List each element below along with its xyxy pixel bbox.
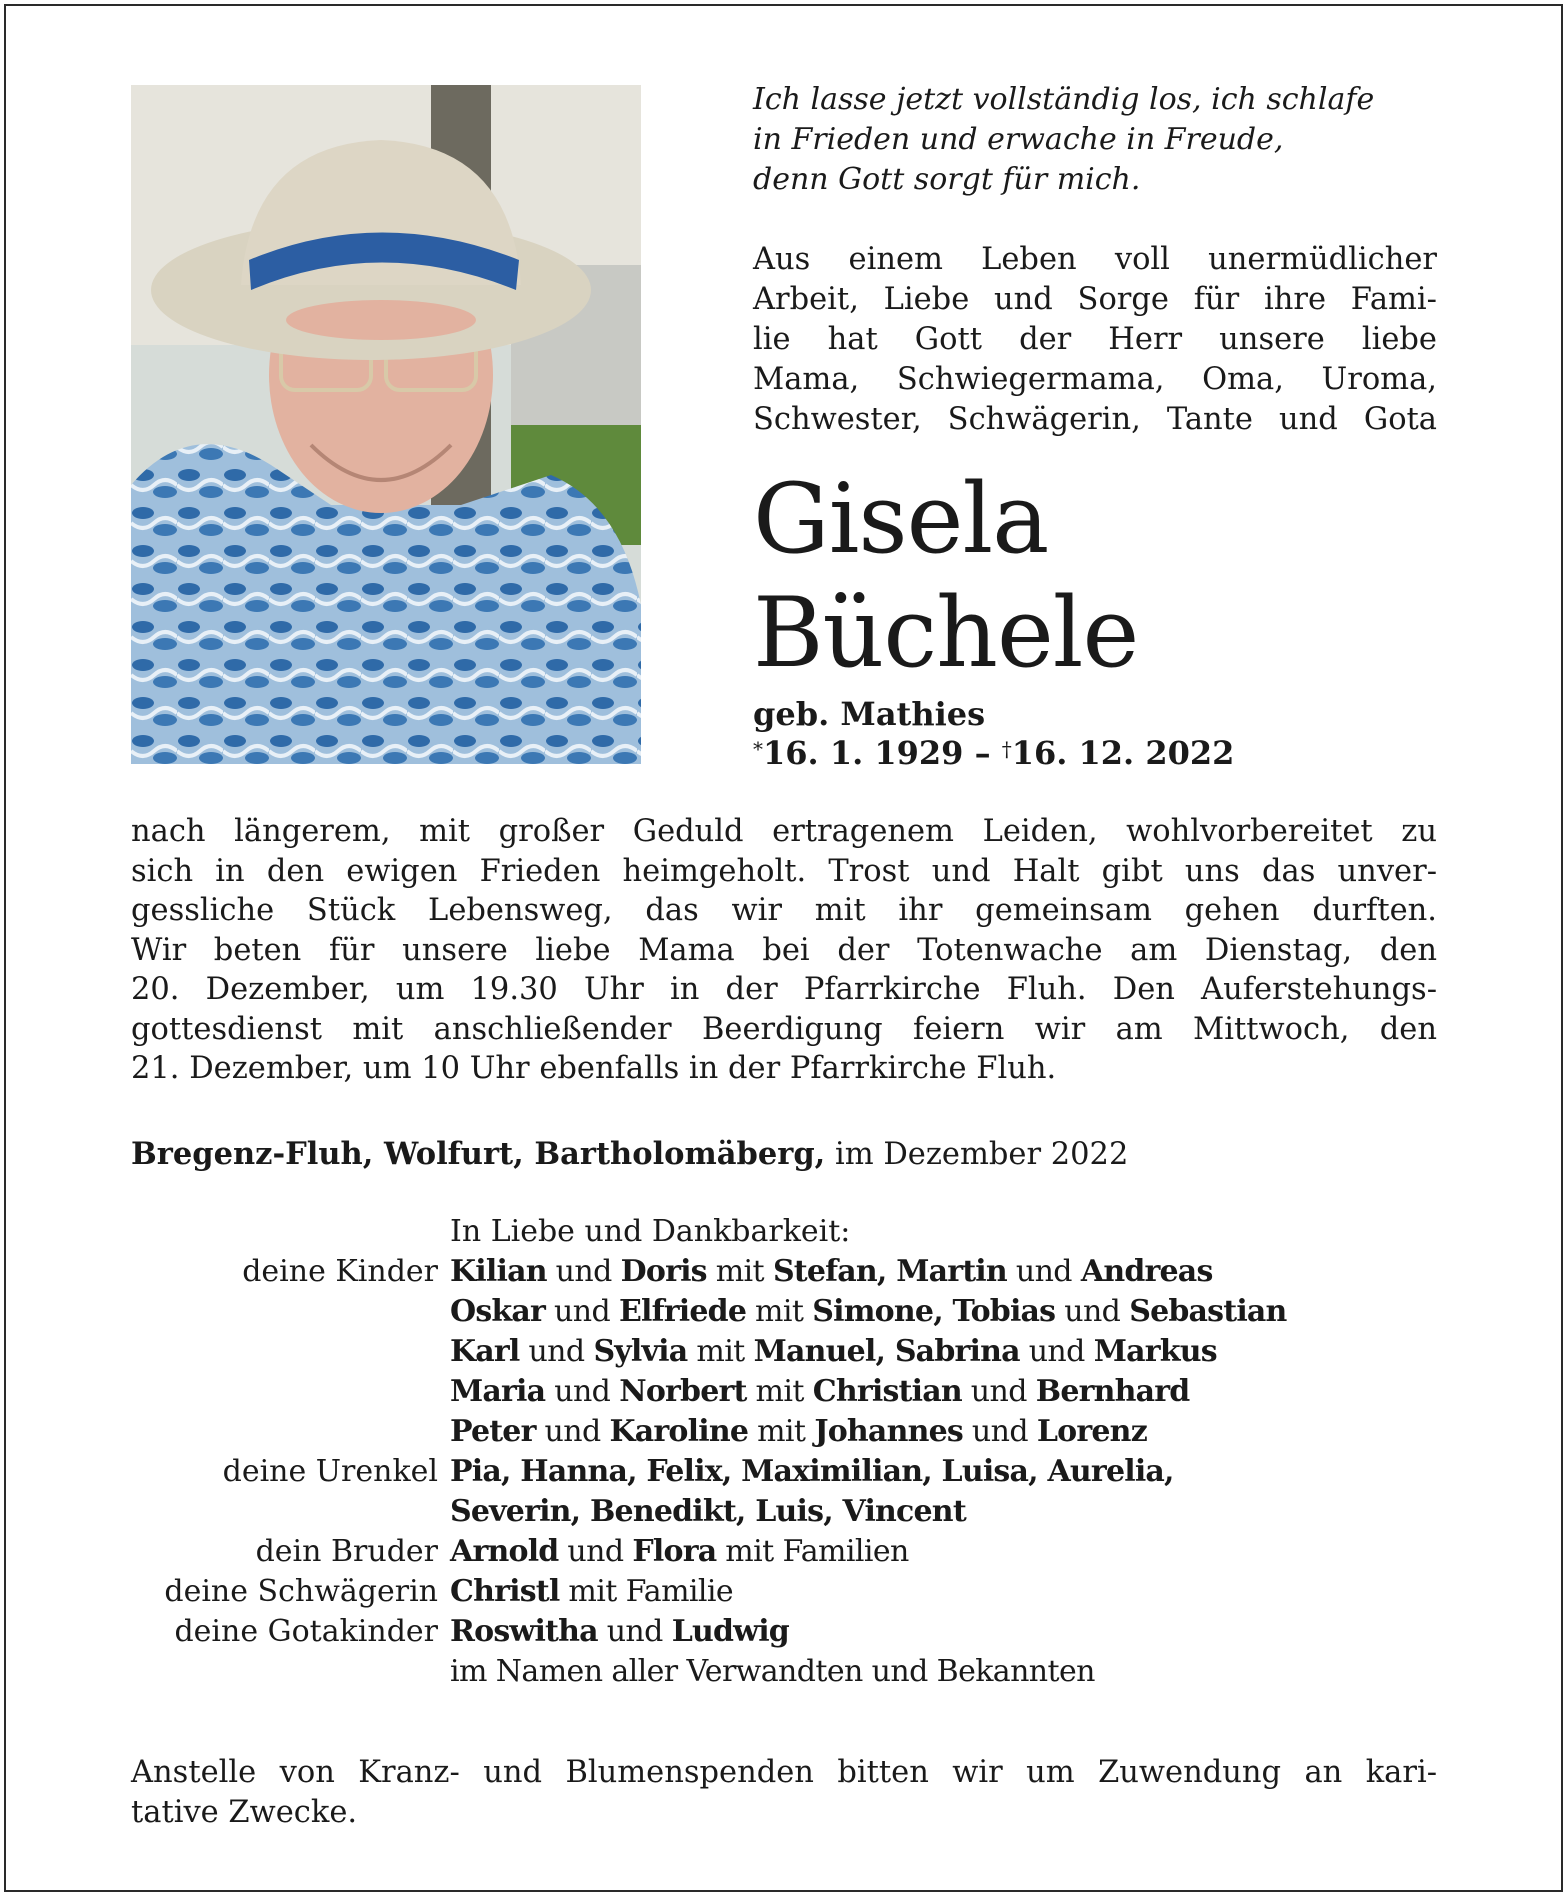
family-row [131, 1492, 1451, 1532]
person-name: Ludwig [671, 1614, 789, 1649]
connector-text: mit [687, 1334, 754, 1369]
body-line: 20. Dezember, um 19.30 Uhr in der Pfarrkirche Fluh. Den Auferstehungs- [131, 972, 1437, 1007]
person-name: Severin, Benedikt, Luis, Vincent [450, 1494, 966, 1529]
body-line: 21. Dezember, um 10 Uhr ebenfalls in der Pfarrkirche Fluh. [131, 1051, 1057, 1086]
birth-date: 16. 1. 1929 [763, 734, 964, 772]
connector-text: mit Familie [559, 1574, 734, 1609]
deceased-name [753, 462, 1138, 690]
family-row [131, 1332, 1451, 1372]
person-name: Flora [632, 1534, 717, 1569]
connector-text: und [546, 1254, 621, 1289]
relation-label [131, 1652, 450, 1692]
family-names [450, 1252, 1213, 1292]
family-row [131, 1612, 1451, 1652]
family-names [450, 1372, 1189, 1412]
date-text: im Dezember 2022 [825, 1137, 1129, 1172]
family-row [131, 1572, 1451, 1612]
person-name: Roswitha [450, 1614, 598, 1649]
person-name: Pia, Hanna, Felix, Maximilian, Luisa, Aurelia, [450, 1454, 1174, 1489]
intro-paragraph [753, 240, 1437, 440]
birth-symbol: * [753, 737, 763, 761]
places: Bregenz-Fluh, Wolfurt, Bartholomäberg, [131, 1136, 826, 1172]
person-name: Arnold [450, 1534, 559, 1569]
connector-text: und [545, 1374, 620, 1409]
body-line: gessliche Stück Lebensweg, das wir mit ihr gemeinsam gehen durften. [131, 893, 1437, 928]
family-names [450, 1452, 1174, 1492]
closing-line: tative Zwecke. [131, 1795, 358, 1830]
place-date-line [131, 1134, 1128, 1175]
person-name: Elfriede [618, 1294, 747, 1329]
person-name: Karoline [609, 1414, 749, 1449]
relation-label: deine Gotakinder [174, 1614, 438, 1649]
person-name: Andreas [1080, 1254, 1213, 1289]
family-row [131, 1372, 1451, 1412]
thanks-line: In Liebe und Dankbarkeit: [450, 1214, 851, 1249]
body-line: Wir beten für unsere liebe Mama bei der Totenwache am Dienstag, den [131, 932, 1437, 968]
family-row [131, 1652, 1451, 1692]
relation-label [131, 1412, 450, 1452]
connector-text: und [1019, 1334, 1094, 1369]
dash: – [974, 734, 991, 772]
person-name: Christian [812, 1374, 962, 1409]
person-name: Sebastian [1129, 1294, 1287, 1329]
closing-line: Anstelle von Kranz- und Blumenspenden bitten wir um Zuwendung an kari- [131, 1755, 1437, 1790]
first-name: Gisela [753, 463, 1049, 575]
relation-label [131, 1372, 450, 1412]
person-name: Markus [1093, 1334, 1217, 1369]
connector-text: und [961, 1374, 1036, 1409]
body-line: gottesdienst mit anschließender Beerdigung feiern wir am Mittwoch, den [131, 1011, 1437, 1047]
portrait-photo [131, 85, 641, 764]
family-names [450, 1412, 1147, 1452]
person-name: Maria [450, 1374, 546, 1409]
family-names [450, 1292, 1287, 1332]
death-symbol: † [1001, 737, 1012, 761]
connector-text: und [597, 1614, 672, 1649]
quote [753, 80, 1413, 200]
intro-line: Aus einem Leben voll unermüdlicher [753, 242, 1437, 277]
maiden-name: geb. Mathies [753, 695, 986, 733]
relation-label: deine Kinder [242, 1254, 438, 1289]
connector-text: mit [746, 1294, 813, 1329]
person-name: Lorenz [1036, 1414, 1147, 1449]
intro-line: Mama, Schwiegermama, Oma, Uroma, [753, 362, 1437, 397]
person-name: Manuel, Sabrina [753, 1334, 1020, 1369]
family-names [450, 1572, 733, 1612]
intro-line: Schwester, Schwägerin, Tante und Gota [753, 402, 1437, 437]
death-date: 16. 12. 2022 [1011, 734, 1235, 772]
life-dates [753, 733, 1234, 773]
connector-text: und [558, 1534, 633, 1569]
last-name: Büchele [753, 577, 1139, 689]
person-name: Oskar [450, 1294, 546, 1329]
quote-line: in Frieden und erwache in Freude, [753, 122, 1284, 157]
connector-text: mit [706, 1254, 773, 1289]
relation-label [131, 1332, 450, 1372]
person-name: Christl [450, 1574, 560, 1609]
family-row [131, 1252, 1451, 1292]
relation-label: dein Bruder [255, 1534, 438, 1569]
body-line: sich in den ewigen Frieden heimgeholt. Trost und Halt gibt uns das unver- [131, 853, 1437, 889]
body-line: nach längerem, mit großer Geduld ertragenem Leiden, wohlvorbereitet zu [131, 814, 1437, 849]
body-paragraph [131, 812, 1437, 1089]
connector-text: und [535, 1414, 610, 1449]
person-name: Bernhard [1035, 1374, 1190, 1409]
family-names [450, 1332, 1217, 1372]
family-row [131, 1292, 1451, 1332]
family-row [131, 1452, 1451, 1492]
connector-text: mit [748, 1414, 815, 1449]
connector-text: und [1055, 1294, 1130, 1329]
relation-label [131, 1292, 450, 1332]
closing-paragraph [131, 1753, 1437, 1833]
relation-label: deine Urenkel [222, 1454, 438, 1489]
person-name: Kilian [450, 1254, 547, 1289]
person-name: Simone, Tobias [812, 1294, 1056, 1329]
person-name: Stefan, Martin [772, 1254, 1007, 1289]
connector-text: und [519, 1334, 594, 1369]
connector-text: mit [746, 1374, 813, 1409]
connector-text: im Namen aller Verwandten und Bekannten [450, 1654, 1095, 1689]
connector-text: und [962, 1414, 1037, 1449]
family-names [450, 1652, 1095, 1692]
person-name: Johannes [814, 1414, 963, 1449]
intro-line: Arbeit, Liebe und Sorge für ihre Fami- [753, 282, 1437, 317]
connector-text: mit Familien [716, 1534, 909, 1569]
relation-label: deine Schwägerin [164, 1574, 438, 1609]
family-row [131, 1412, 1451, 1452]
connector-text: und [545, 1294, 619, 1329]
relation-label [131, 1492, 450, 1532]
family-names [450, 1612, 789, 1652]
quote-line: Ich lasse jetzt vollständig los, ich schlafe [753, 82, 1375, 117]
connector-text: und [1006, 1254, 1081, 1289]
person-name: Karl [450, 1334, 520, 1369]
family-row [131, 1532, 1451, 1572]
person-name: Norbert [619, 1374, 747, 1409]
person-name: Peter [450, 1414, 536, 1449]
family-list [131, 1252, 1451, 1692]
quote-line: denn Gott sorgt für mich. [753, 162, 1141, 197]
intro-line: lie hat Gott der Herr unsere liebe [753, 322, 1437, 357]
person-name: Sylvia [593, 1334, 688, 1369]
family-names [450, 1492, 966, 1532]
person-name: Doris [620, 1254, 707, 1289]
family-names [450, 1532, 909, 1572]
